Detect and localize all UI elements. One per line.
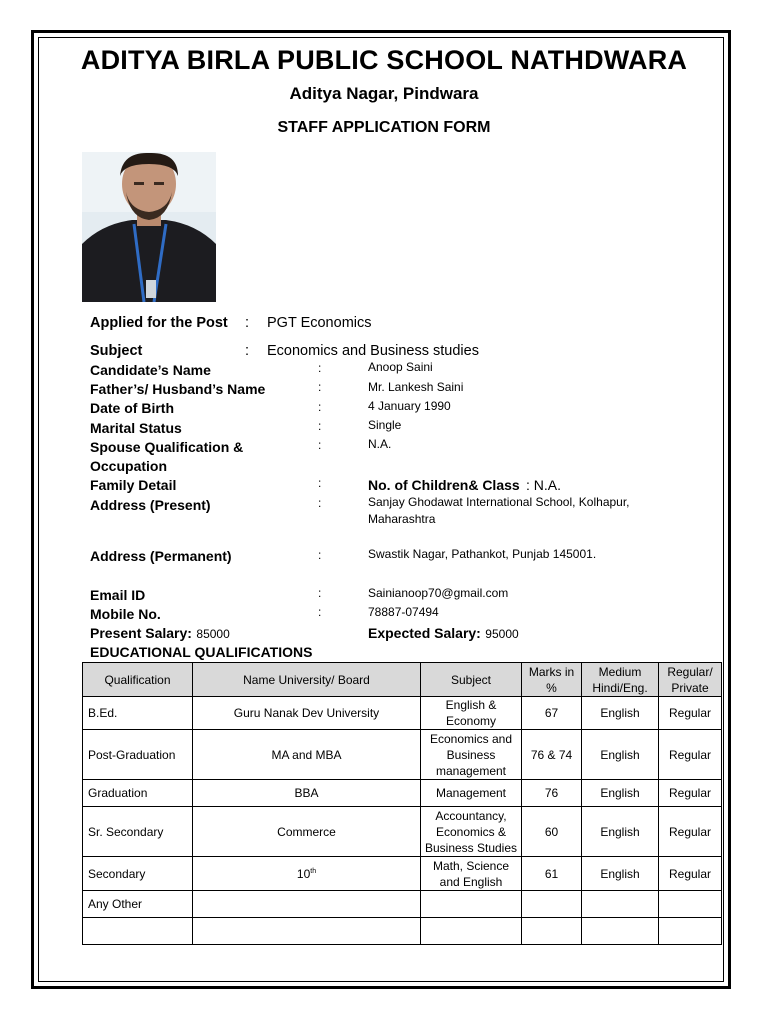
father-name-value: Mr. Lankesh Saini bbox=[368, 380, 464, 394]
mobile-colon: : bbox=[318, 605, 322, 619]
cell-board: Guru Nanak Dev University bbox=[193, 697, 421, 730]
post-value: PGT Economics bbox=[267, 315, 372, 331]
cell-board: BBA bbox=[193, 780, 421, 807]
cell-board bbox=[193, 918, 421, 945]
mobile-label: Mobile No. bbox=[90, 606, 161, 622]
cell-mode: Regular bbox=[659, 857, 722, 891]
cell-medium: English bbox=[582, 780, 659, 807]
header-qualification: Qualification bbox=[83, 663, 193, 697]
cell-marks bbox=[522, 891, 582, 918]
cell-medium: English bbox=[582, 807, 659, 857]
education-header-row bbox=[83, 663, 722, 697]
present-salary bbox=[90, 625, 230, 643]
cell-qualification: Secondary bbox=[83, 857, 193, 891]
cell-subject bbox=[421, 918, 522, 945]
table-row bbox=[83, 780, 722, 807]
table-row bbox=[83, 891, 722, 918]
cell-medium: English bbox=[582, 857, 659, 891]
spouse-label-line1: Spouse Qualification & bbox=[90, 439, 244, 455]
cell-subject: Math, Science and English bbox=[421, 857, 522, 891]
cell-board-text: 10 bbox=[296, 866, 311, 881]
cell-board: Commerce bbox=[193, 807, 421, 857]
table-row bbox=[83, 918, 722, 945]
cell-subject: English & Economy bbox=[421, 697, 522, 730]
family-label: Family Detail bbox=[90, 477, 177, 493]
address-present-line1: Sanjay Ghodawat International School, Kolhapur, bbox=[368, 495, 630, 509]
father-name-label: Father’s/ Husband’s Name bbox=[90, 381, 266, 397]
subject-colon: : bbox=[245, 343, 250, 359]
father-name-colon: : bbox=[318, 380, 322, 394]
school-name: ADITYA BIRLA PUBLIC SCHOOL NATHDWARA bbox=[80, 45, 688, 75]
table-row bbox=[83, 730, 722, 780]
cell-board-sup: th bbox=[310, 867, 317, 875]
address-present-line2: Maharashtra bbox=[368, 512, 436, 526]
post-label: Applied for the Post bbox=[90, 315, 228, 331]
marital-status-colon: : bbox=[318, 419, 322, 433]
cell-mode bbox=[659, 918, 722, 945]
expected-salary-value: 95000 bbox=[485, 627, 519, 641]
table-row bbox=[83, 697, 722, 730]
post-colon: : bbox=[245, 315, 250, 331]
cell-medium bbox=[582, 918, 659, 945]
dob-label: Date of Birth bbox=[90, 400, 174, 416]
header-medium: Medium Hindi/Eng. bbox=[582, 663, 659, 697]
marital-status-value: Single bbox=[368, 418, 402, 432]
education-table bbox=[82, 662, 722, 945]
address-present-label: Address (Present) bbox=[90, 497, 211, 513]
candidate-name-colon: : bbox=[318, 361, 322, 375]
spouse-value: N.A. bbox=[368, 437, 392, 451]
header-marks: Marks in % bbox=[522, 663, 582, 697]
header-subject: Subject bbox=[421, 663, 522, 697]
form-title: STAFF APPLICATION FORM bbox=[277, 119, 491, 136]
dob-value: 4 January 1990 bbox=[368, 399, 451, 413]
expected-salary-label: Expected Salary: bbox=[368, 625, 481, 641]
cell-board bbox=[193, 891, 421, 918]
candidate-name-value: Anoop Saini bbox=[368, 360, 433, 374]
present-salary-value: 85000 bbox=[196, 627, 230, 641]
subject-value: Economics and Business studies bbox=[267, 343, 479, 359]
cell-subject: Accountancy, Economics & Business Studies bbox=[421, 807, 522, 857]
cell-marks: 67 bbox=[522, 697, 582, 730]
cell-subject bbox=[421, 891, 522, 918]
cell-board: MA and MBA bbox=[193, 730, 421, 780]
cell-mode bbox=[659, 891, 722, 918]
address-permanent-colon: : bbox=[318, 548, 322, 562]
cell-qualification: Graduation bbox=[83, 780, 193, 807]
mobile-value: 78887-07494 bbox=[368, 605, 439, 619]
children-value: : N.A. bbox=[526, 477, 562, 493]
cell-mode: Regular bbox=[659, 780, 722, 807]
cell-qualification: Sr. Secondary bbox=[83, 807, 193, 857]
cell-subject: Economics and Business management bbox=[421, 730, 522, 780]
email-value: Sainianoop70@gmail.com bbox=[368, 586, 509, 600]
cell-marks: 76 & 74 bbox=[522, 730, 582, 780]
family-colon: : bbox=[318, 476, 322, 490]
cell-mode: Regular bbox=[659, 697, 722, 730]
cell-qualification: Post-Graduation bbox=[83, 730, 193, 780]
spouse-label-line2: Occupation bbox=[90, 458, 168, 474]
cell-qualification bbox=[83, 918, 193, 945]
cell-marks: 60 bbox=[522, 807, 582, 857]
cell-qualification: Any Other bbox=[83, 891, 193, 918]
address-permanent-value: Swastik Nagar, Pathankot, Punjab 145001. bbox=[368, 547, 597, 561]
school-address: Aditya Nagar, Pindwara bbox=[289, 84, 479, 103]
cell-medium bbox=[582, 891, 659, 918]
subject-label: Subject bbox=[90, 343, 143, 359]
cell-medium: English bbox=[582, 697, 659, 730]
cell-marks bbox=[522, 918, 582, 945]
email-colon: : bbox=[318, 586, 322, 600]
address-permanent-label: Address (Permanent) bbox=[90, 548, 232, 564]
header-mode: Regular/ Private bbox=[659, 663, 722, 697]
spouse-colon: : bbox=[318, 438, 322, 452]
education-title: EDUCATIONAL QUALIFICATIONS bbox=[90, 644, 313, 660]
dob-colon: : bbox=[318, 400, 322, 414]
cell-mode: Regular bbox=[659, 730, 722, 780]
address-present-colon: : bbox=[318, 496, 322, 510]
expected-salary bbox=[368, 625, 519, 643]
email-label: Email ID bbox=[90, 587, 146, 603]
cell-mode: Regular bbox=[659, 807, 722, 857]
marital-status-label: Marital Status bbox=[90, 420, 182, 436]
children-label: No. of Children& Class bbox=[368, 477, 520, 493]
candidate-name-label: Candidate’s Name bbox=[90, 362, 211, 378]
cell-subject: Management bbox=[421, 780, 522, 807]
header-board: Name University/ Board bbox=[193, 663, 421, 697]
cell-qualification: B.Ed. bbox=[83, 697, 193, 730]
table-row bbox=[83, 807, 722, 857]
table-row bbox=[83, 857, 722, 891]
cell-medium: English bbox=[582, 730, 659, 780]
candidate-photo bbox=[82, 152, 216, 302]
cell-board bbox=[193, 857, 421, 891]
cell-marks: 76 bbox=[522, 780, 582, 807]
cell-marks: 61 bbox=[522, 857, 582, 891]
present-salary-label: Present Salary: bbox=[90, 625, 192, 641]
